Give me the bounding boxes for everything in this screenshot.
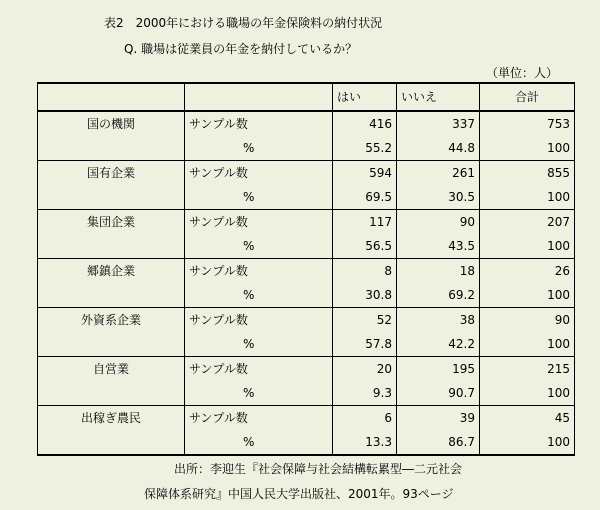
org-empty-cell xyxy=(38,185,185,210)
row-kind: サンプル数 xyxy=(185,308,333,333)
org-label: 国の機関 xyxy=(38,111,185,136)
no-value: 38 xyxy=(397,308,480,333)
table-row xyxy=(38,357,575,382)
yes-value: 30.8 xyxy=(333,283,397,308)
survey-question: Q. 職場は従業員の年金を納付しているか？ xyxy=(124,42,358,56)
total-value: 100 xyxy=(480,430,575,455)
yes-value: 69.5 xyxy=(333,185,397,210)
no-value: 90.7 xyxy=(397,381,480,406)
no-value: 90 xyxy=(397,210,480,235)
table-row xyxy=(38,210,575,235)
no-value: 42.2 xyxy=(397,332,480,357)
table-row xyxy=(38,111,575,136)
org-label: 外資系企業 xyxy=(38,308,185,333)
yes-value: 13.3 xyxy=(333,430,397,455)
unit-label: （単位：人） xyxy=(486,66,559,80)
header-total: 合計 xyxy=(480,83,575,111)
table-row xyxy=(38,308,575,333)
yes-value: 20 xyxy=(333,357,397,382)
yes-value: 57.8 xyxy=(333,332,397,357)
row-kind: % xyxy=(185,283,333,308)
row-kind: % xyxy=(185,381,333,406)
header-org xyxy=(38,83,185,111)
row-kind: % xyxy=(185,430,333,455)
table-row xyxy=(38,283,575,308)
yes-value: 52 xyxy=(333,308,397,333)
row-kind: % xyxy=(185,332,333,357)
header-kind xyxy=(185,83,333,111)
no-value: 39 xyxy=(397,406,480,431)
org-label: 郷鎮企業 xyxy=(38,259,185,284)
row-kind: サンプル数 xyxy=(185,210,333,235)
row-kind: サンプル数 xyxy=(185,406,333,431)
no-value: 337 xyxy=(397,111,480,136)
yes-value: 9.3 xyxy=(333,381,397,406)
pension-payment-table xyxy=(37,82,575,456)
table-row xyxy=(38,381,575,406)
org-empty-cell xyxy=(38,234,185,259)
no-value: 44.8 xyxy=(397,136,480,161)
no-value: 195 xyxy=(397,357,480,382)
yes-value: 55.2 xyxy=(333,136,397,161)
table-title: 表2 2000年における職場の年金保険料の納付状況 xyxy=(104,16,383,30)
no-value: 69.2 xyxy=(397,283,480,308)
yes-value: 594 xyxy=(333,161,397,186)
yes-value: 117 xyxy=(333,210,397,235)
total-value: 90 xyxy=(480,308,575,333)
total-value: 855 xyxy=(480,161,575,186)
org-empty-cell xyxy=(38,381,185,406)
total-value: 100 xyxy=(480,332,575,357)
header-no: いいえ xyxy=(397,83,480,111)
row-kind: % xyxy=(185,136,333,161)
total-value: 215 xyxy=(480,357,575,382)
no-value: 43.5 xyxy=(397,234,480,259)
table-row xyxy=(38,430,575,455)
row-kind: サンプル数 xyxy=(185,259,333,284)
total-value: 100 xyxy=(480,185,575,210)
row-kind: サンプル数 xyxy=(185,161,333,186)
total-value: 100 xyxy=(480,283,575,308)
no-value: 86.7 xyxy=(397,430,480,455)
row-kind: % xyxy=(185,185,333,210)
org-empty-cell xyxy=(38,430,185,455)
yes-value: 416 xyxy=(333,111,397,136)
total-value: 753 xyxy=(480,111,575,136)
no-value: 30.5 xyxy=(397,185,480,210)
table-header-row xyxy=(38,83,575,111)
source-citation-line-1: 出所：李迎生『社会保障与社会結構転累型―二元社会 xyxy=(174,462,463,476)
table-row xyxy=(38,185,575,210)
org-empty-cell xyxy=(38,332,185,357)
total-value: 100 xyxy=(480,136,575,161)
no-value: 261 xyxy=(397,161,480,186)
total-value: 207 xyxy=(480,210,575,235)
no-value: 18 xyxy=(397,259,480,284)
yes-value: 8 xyxy=(333,259,397,284)
table-row xyxy=(38,161,575,186)
total-value: 26 xyxy=(480,259,575,284)
table-row xyxy=(38,259,575,284)
total-value: 100 xyxy=(480,234,575,259)
row-kind: % xyxy=(185,234,333,259)
total-value: 100 xyxy=(480,381,575,406)
org-empty-cell xyxy=(38,283,185,308)
row-kind: サンプル数 xyxy=(185,357,333,382)
org-label: 集団企業 xyxy=(38,210,185,235)
header-yes: はい xyxy=(333,83,397,111)
org-label: 国有企業 xyxy=(38,161,185,186)
org-label: 出稼ぎ農民 xyxy=(38,406,185,431)
org-empty-cell xyxy=(38,136,185,161)
total-value: 45 xyxy=(480,406,575,431)
yes-value: 6 xyxy=(333,406,397,431)
row-kind: サンプル数 xyxy=(185,111,333,136)
table-row xyxy=(38,332,575,357)
org-label: 自営業 xyxy=(38,357,185,382)
yes-value: 56.5 xyxy=(333,234,397,259)
table-row xyxy=(38,406,575,431)
table-row xyxy=(38,136,575,161)
source-citation-line-2: 保障体系研究』中国人民大学出版社、2001年。93ページ xyxy=(144,487,454,501)
table-row xyxy=(38,234,575,259)
